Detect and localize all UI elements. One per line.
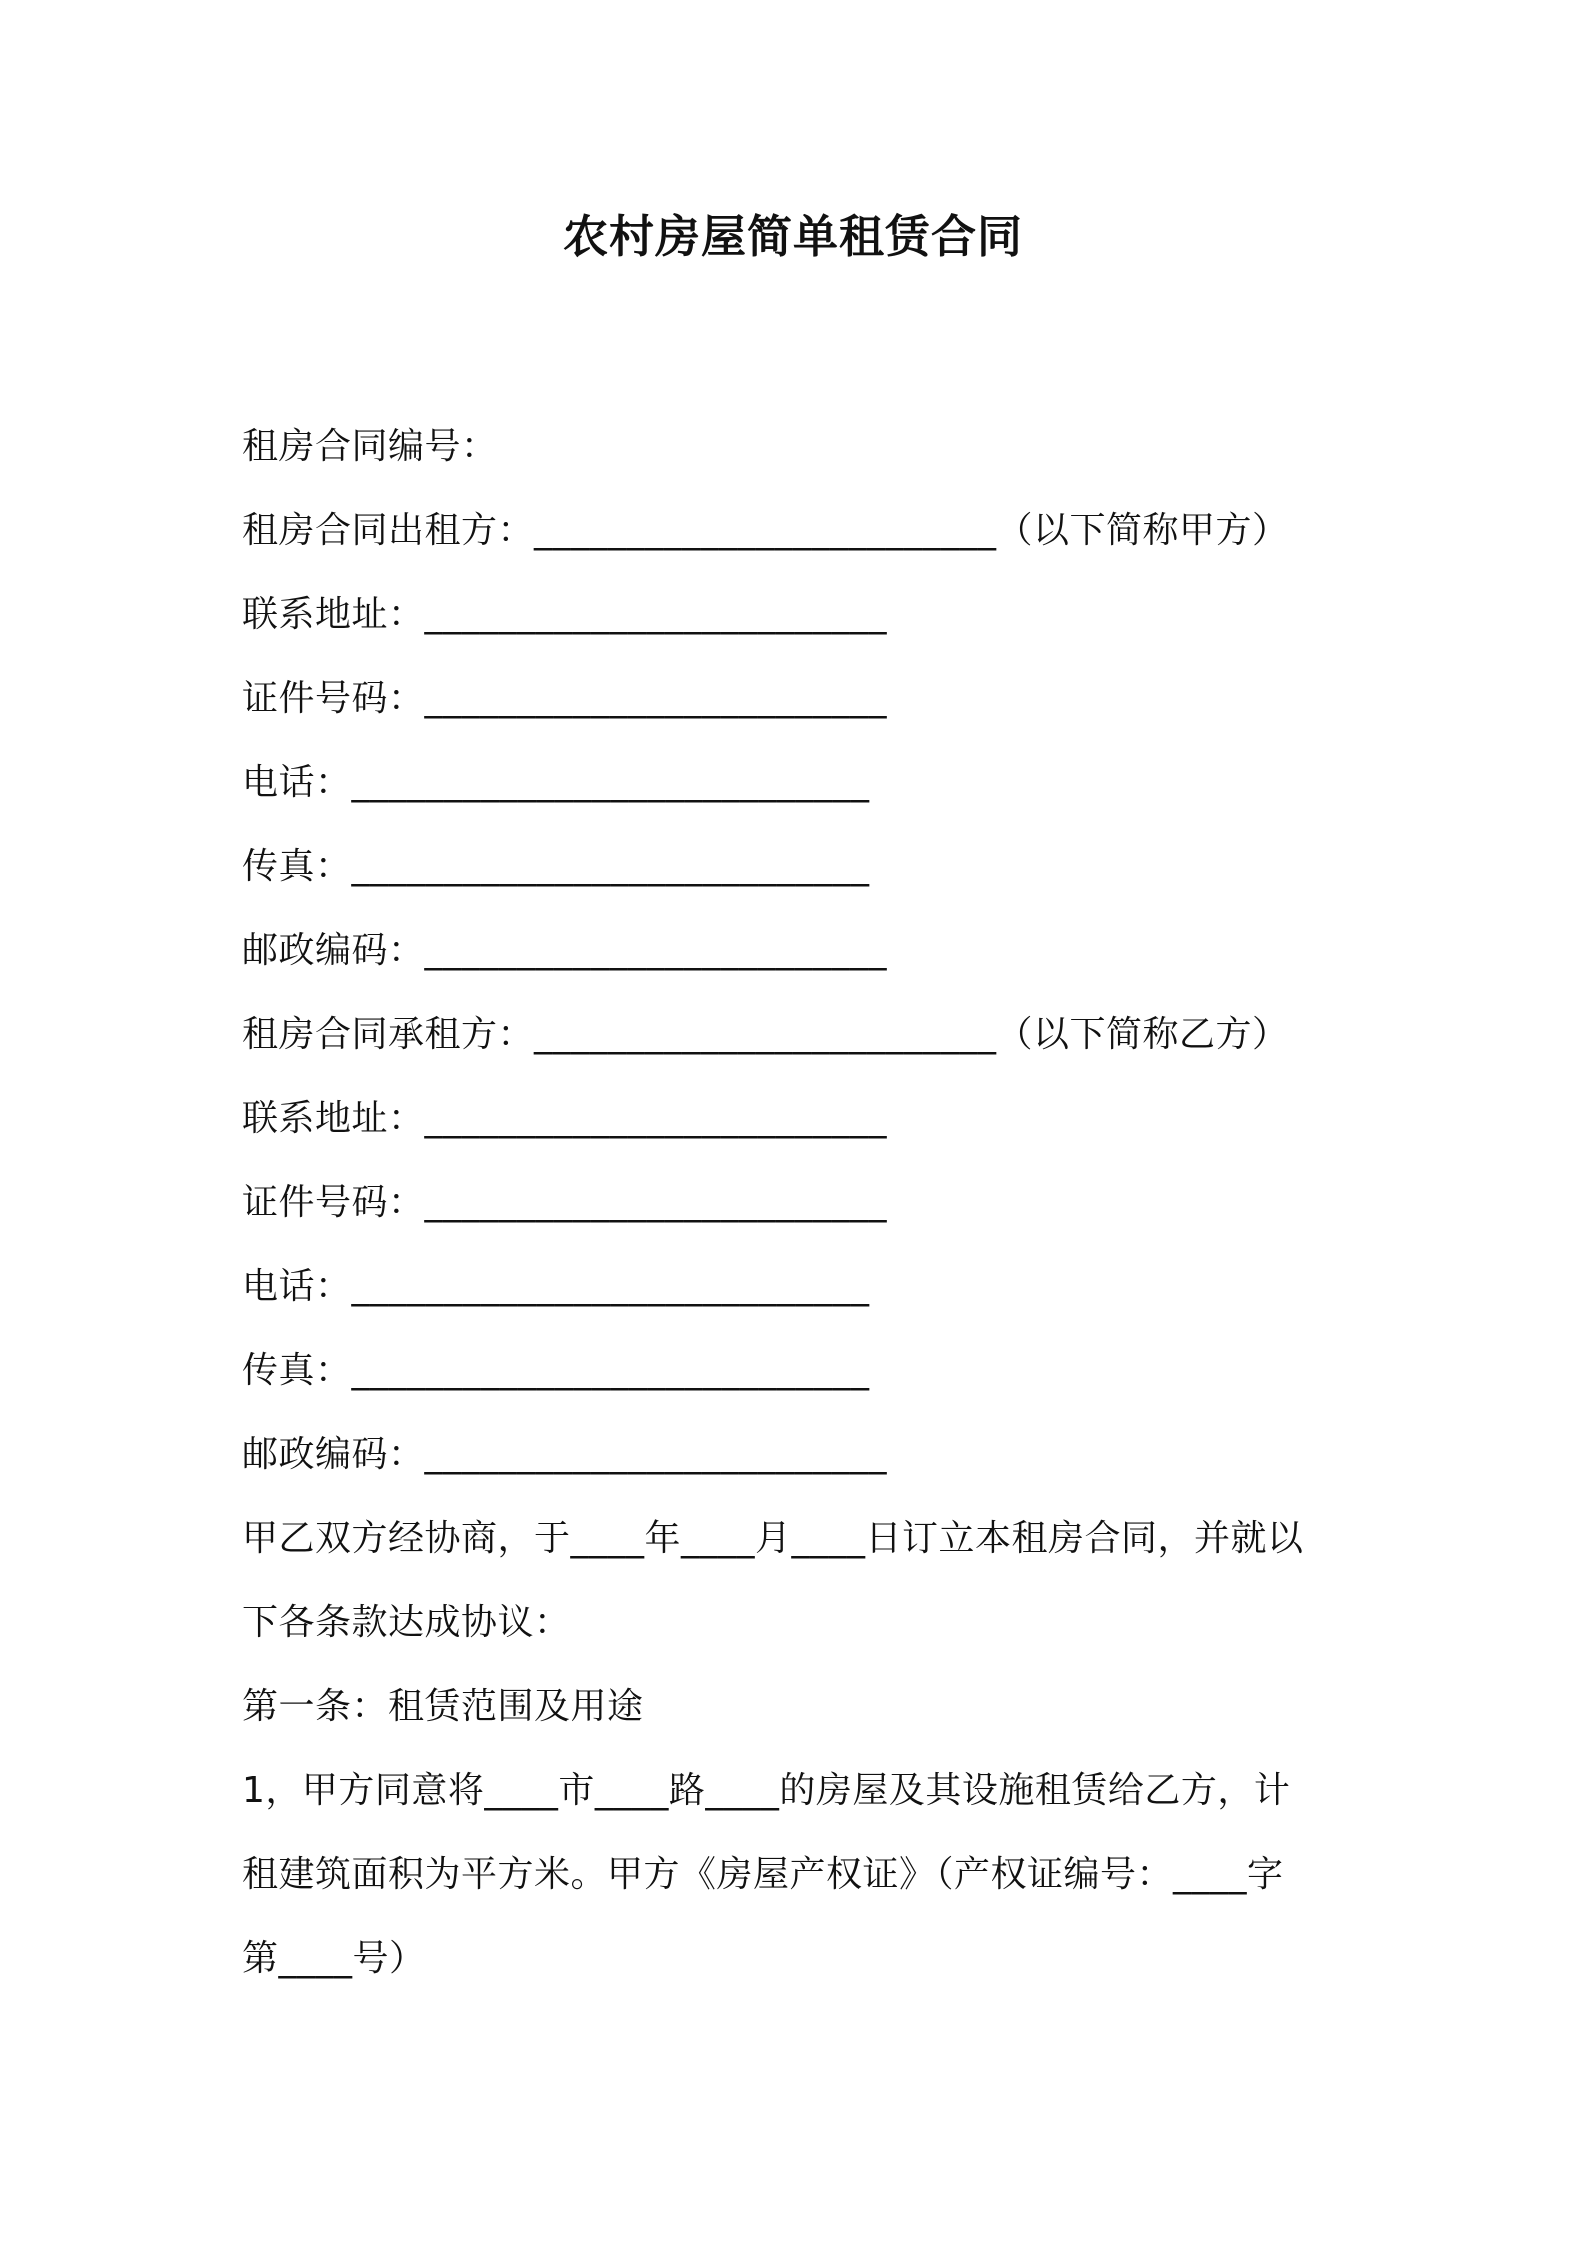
lessor-fax-line: 传真：____________________________ [242,846,870,887]
clause-one-line-3: 第____号） [242,1938,426,1979]
contract-number-line: 租房合同编号： [242,426,498,467]
agreement-paragraph-line-1: 甲乙双方经协商，于____年____月____日订立本租房合同，并就以 [242,1518,1304,1559]
lessee-address-line: 联系地址：_________________________ [242,1098,888,1139]
clause-one-line-2: 租建筑面积为平方米。甲方《房屋产权证》（产权证编号：____字 [242,1854,1284,1895]
lessee-fax-line: 传真：____________________________ [242,1350,870,1391]
lessee-line: 租房合同承租方：_________________________（以下简称乙方） [242,1014,1289,1055]
lessor-line: 租房合同出租方：_________________________（以下简称甲方） [242,510,1289,551]
lessee-id-line: 证件号码：_________________________ [242,1182,888,1223]
document-title: 农村房屋简单租赁合同 [562,210,1023,263]
lessor-postcode-line: 邮政编码：_________________________ [242,930,888,971]
lessor-id-line: 证件号码：_________________________ [242,678,888,719]
agreement-paragraph-line-2: 下各条款达成协议： [242,1602,571,1643]
lessor-phone-line: 电话：____________________________ [242,762,870,803]
clause-one-line-1: 1，甲方同意将____市____路____的房屋及其设施租赁给乙方，计 [242,1770,1291,1811]
article-one-heading: 第一条：租赁范围及用途 [242,1686,644,1727]
document-body [242,405,1362,2001]
lessee-postcode-line: 邮政编码：_________________________ [242,1434,888,1475]
lessor-address-line: 联系地址：_________________________ [242,594,888,635]
lessee-phone-line: 电话：____________________________ [242,1266,870,1307]
